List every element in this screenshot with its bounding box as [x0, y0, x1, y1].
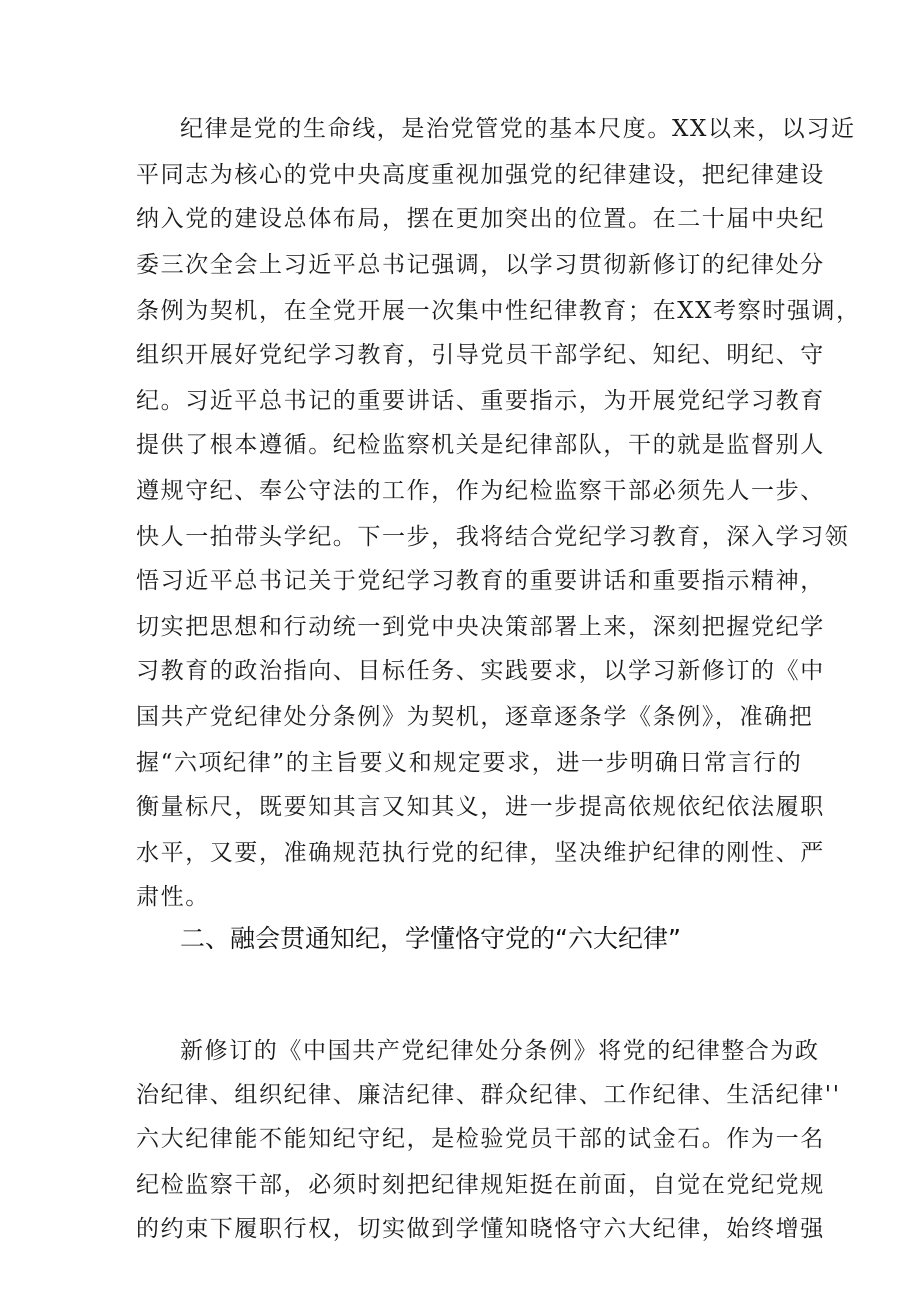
paragraph-line: 快人一拍带头学纪。下一步，我将结合党纪学习教育，深入学习领 [136, 524, 850, 550]
paragraph-line: 握“六项纪律”的主旨要义和规定要求，进一步明确日常言行的 [136, 750, 803, 776]
paragraph-line: 治纪律、组织纪律、廉洁纪律、群众纪律、工作纪律、生活纪律'' [136, 1082, 841, 1108]
paragraph-line: 委三次全会上习近平总书记强调，以学习贯彻新修订的纪律处分 [136, 252, 825, 278]
paragraph-line: 切实把思想和行动统一到党中央决策部署上来，深刻把握党纪学 [136, 614, 825, 640]
paragraph-line: 肃性。 [136, 884, 210, 910]
paragraph-line: 纪。习近平总书记的重要讲话、重要指示，为开展党纪学习教育 [136, 388, 825, 414]
paragraph-line: 的约束下履职行权，切实做到学懂知晓恪守六大纪律，始终增强 [136, 1216, 825, 1242]
paragraph-line: 六大纪律能不能知纪守纪，是检验党员干部的试金石。作为一名 [136, 1126, 825, 1152]
paragraph-line: 纪检监察干部，必须时刻把纪律规矩挺在前面，自觉在党纪党规 [136, 1172, 825, 1198]
paragraph-line: 新修订的《中国共产党纪律处分条例》将党的纪律整合为政 [180, 1038, 820, 1064]
paragraph-line: 提供了根本遵循。纪检监察机关是纪律部队，干的就是监督别人 [136, 432, 825, 458]
paragraph-line: 组织开展好党纪学习教育，引导党员干部学纪、知纪、明纪、守 [136, 342, 825, 368]
paragraph-line: 平同志为核心的党中央高度重视加强党的纪律建设，把纪律建设 [136, 162, 825, 188]
paragraph-line: 衡量标尺，既要知其言又知其义，进一步提高依规依纪依法履职 [136, 794, 825, 820]
paragraph-line: 悟习近平总书记关于党纪学习教育的重要讲话和重要指示精神， [136, 568, 825, 594]
paragraph-line: 国共产党纪律处分条例》为契机，逐章逐条学《条例》，准确把 [136, 704, 814, 730]
paragraph-line: 纳入党的建设总体布局，摆在更加突出的位置。在二十届中央纪 [136, 206, 825, 232]
section-heading: 二、融会贯通知纪，学懂恪守党的“六大纪律” [180, 924, 681, 953]
paragraph-line: 遵规守纪、奉公守法的工作，作为纪检监察干部必须先人一步、 [136, 478, 825, 504]
paragraph-line: 纪律是党的生命线，是治党管党的基本尺度。XX以来，以习近 [180, 116, 856, 142]
paragraph-line: 条例为契机，在全党开展一次集中性纪律教育；在XX考察时强调， [136, 298, 861, 324]
paragraph-line: 水平，又要，准确规范执行党的纪律，坚决维护纪律的刚性、严 [136, 840, 825, 866]
paragraph-line: 习教育的政治指向、目标任务、实践要求，以学习新修订的《中 [136, 658, 825, 684]
